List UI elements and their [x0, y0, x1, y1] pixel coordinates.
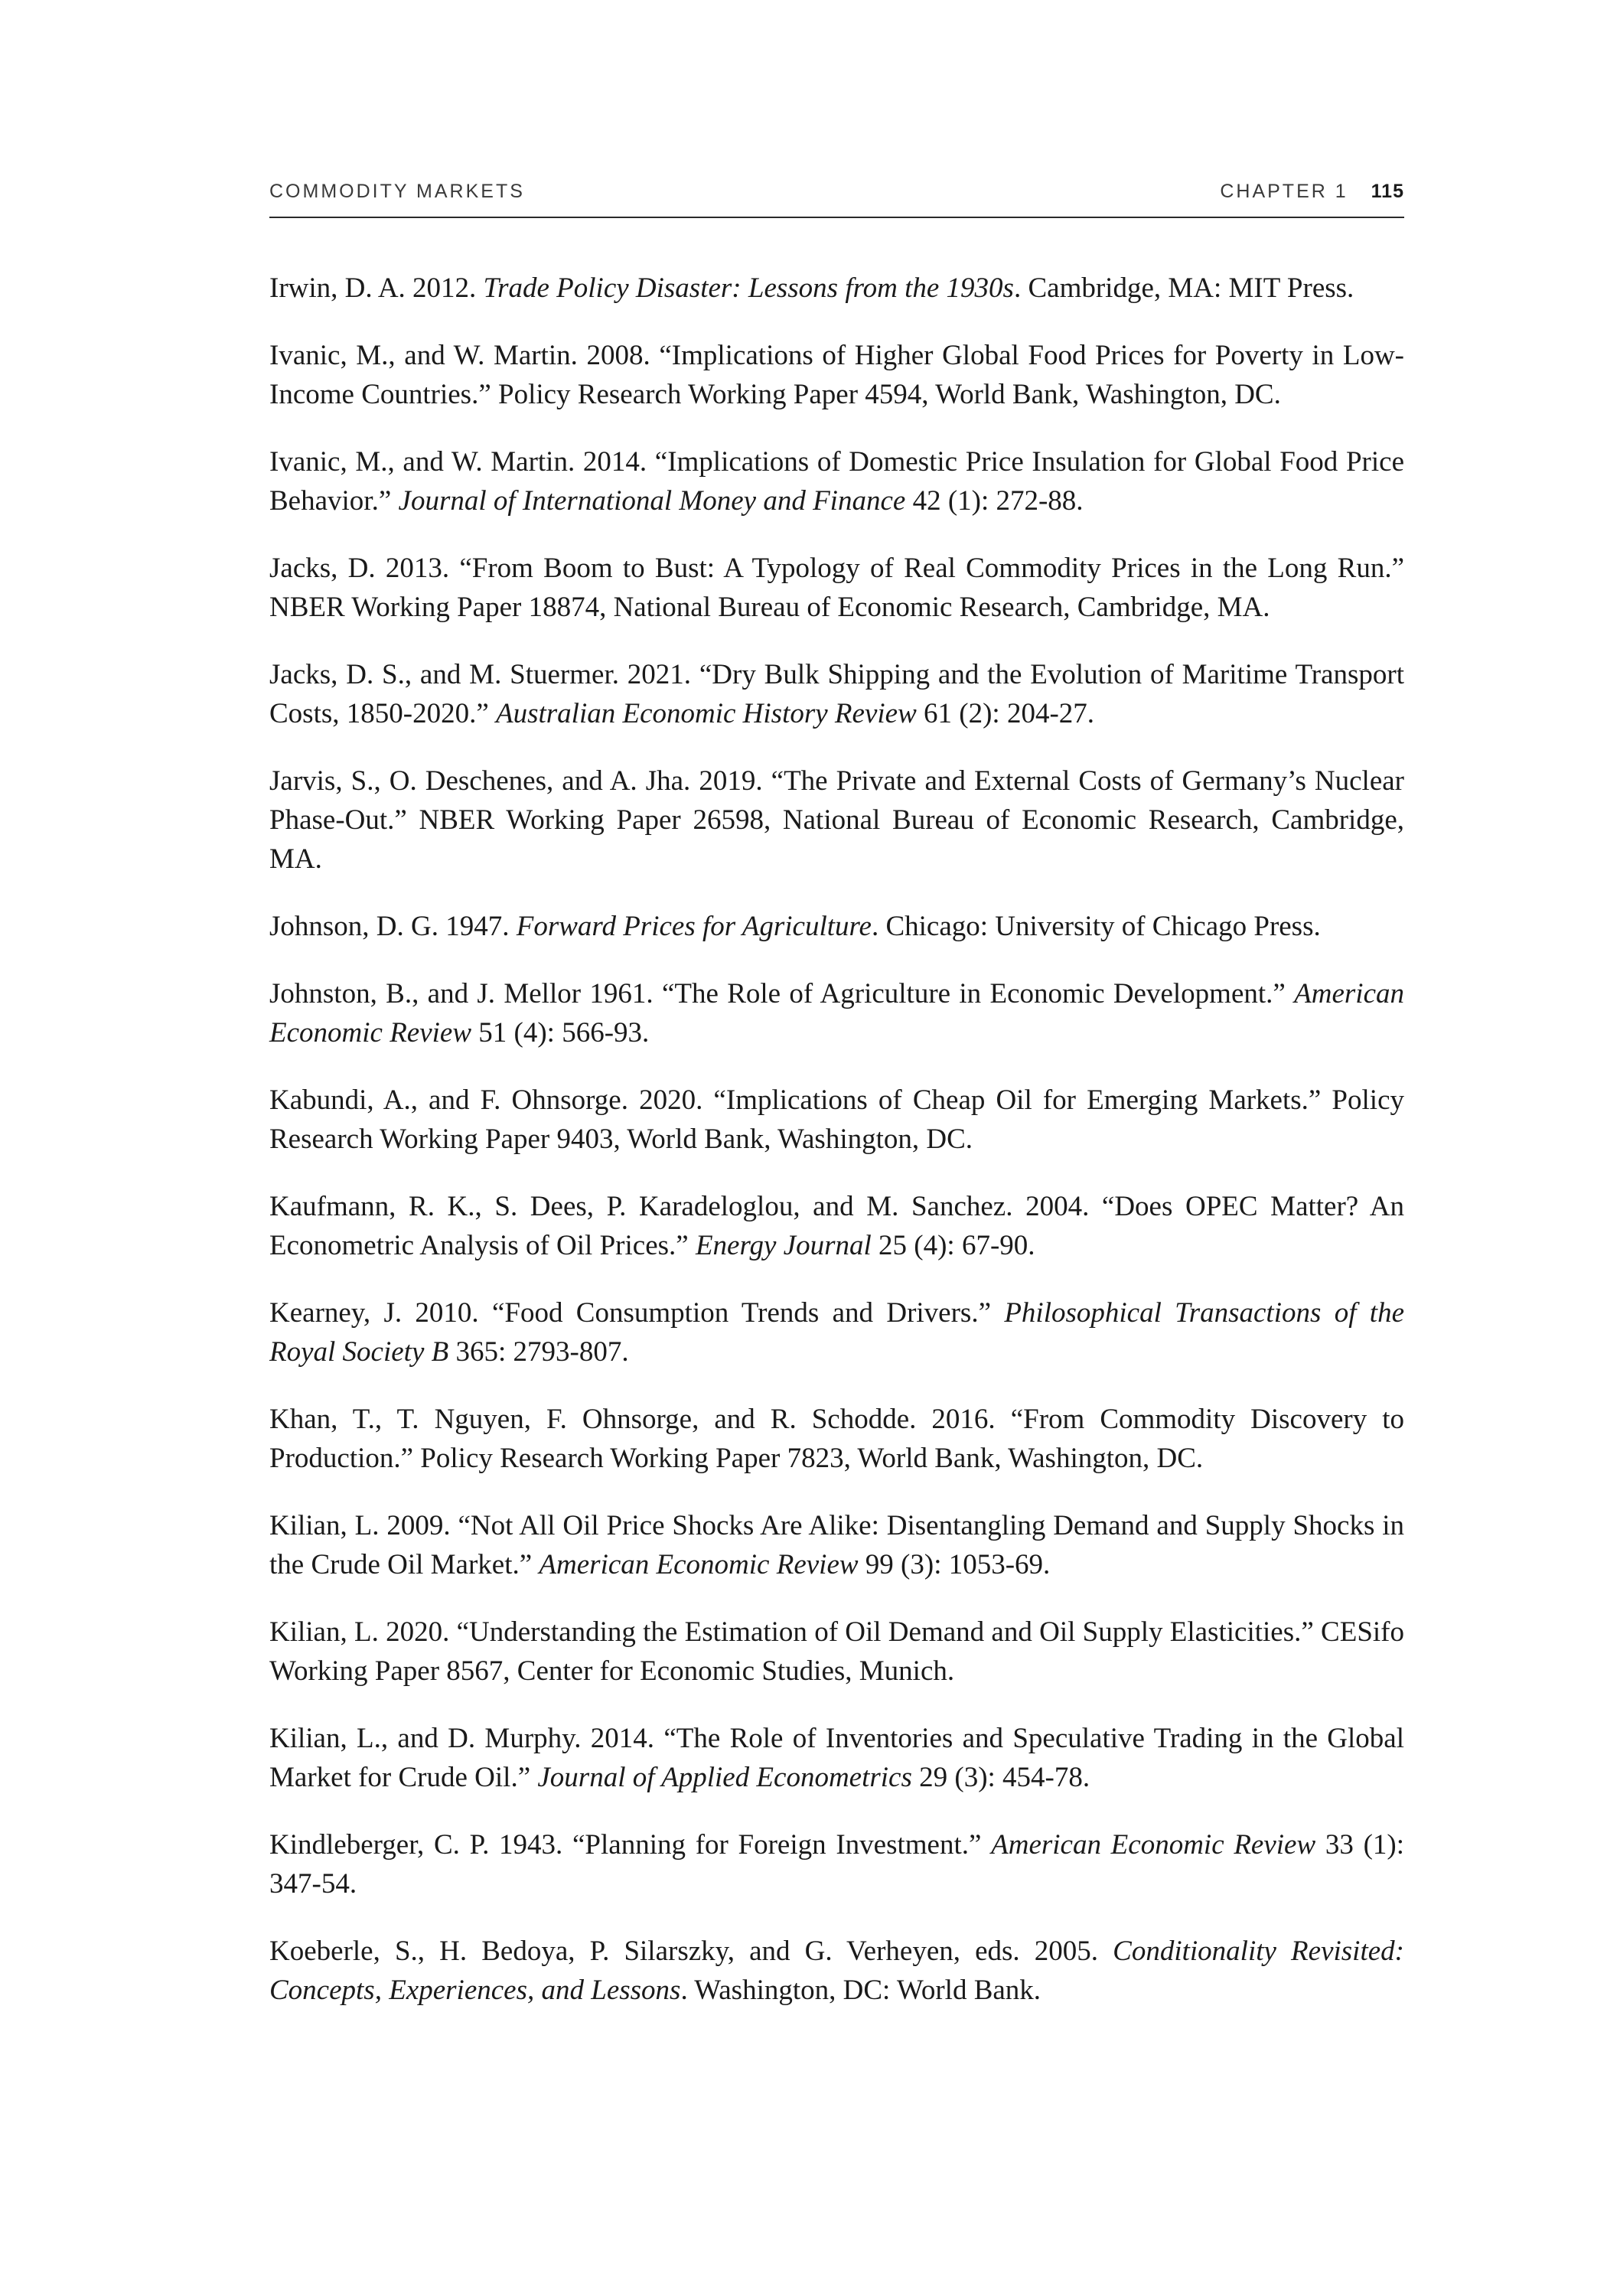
reference-text: Johnston, B., and J. Mellor 1961. “The Role of Agriculture in Economic Development.” [269, 978, 1295, 1009]
reference-entry [269, 336, 1404, 414]
reference-text: Kabundi, A., and F. Ohnsorge. 2020. “Implications of Cheap Oil for Emerging Markets.” Policy Research Working Paper 9403, World Bank, Washington, DC. [269, 1084, 1404, 1155]
reference-title-italic: Trade Policy Disaster: Lessons from the 1930s [483, 272, 1014, 304]
reference-text: Kilian, L. 2009. “Not All Oil Price Shocks Are Alike: Disentangling Demand and Supply Shocks in the Crude Oil Market.” [269, 1510, 1404, 1580]
reference-text: Irwin, D. A. 2012. [269, 272, 484, 304]
reference-text: 365: 2793-807. [448, 1336, 629, 1368]
reference-text: Jarvis, S., O. Deschenes, and A. Jha. 2019. “The Private and External Costs of Germany’s Nuclear Phase-Out.” NBER Working Paper 26598, National Bureau of Economic Research, Cambridge, MA. [269, 765, 1404, 875]
running-head-chapter-group [1220, 181, 1404, 203]
running-head-title: COMMODITY MARKETS [269, 181, 525, 202]
reference-title-italic: American Economic Review [269, 978, 1404, 1049]
reference-entry [269, 442, 1404, 520]
reference-text: 42 (1): 272-88. [905, 485, 1084, 517]
reference-title-italic: Journal of International Money and Finance [398, 485, 906, 517]
reference-title-italic: Journal of Applied Econometrics [537, 1762, 912, 1793]
reference-title-italic: Energy Journal [695, 1230, 872, 1261]
reference-text: Kindleberger, C. P. 1943. “Planning for Foreign Investment.” [269, 1829, 992, 1861]
reference-text: 25 (4): 67-90. [871, 1230, 1035, 1261]
reference-entry [269, 1400, 1404, 1478]
reference-entry [269, 1187, 1404, 1265]
reference-text: Koeberle, S., H. Bedoya, P. Silarszky, and G. Verheyen, eds. 2005. [269, 1936, 1113, 1967]
reference-text: 33 (1): 347-54. [269, 1829, 1404, 1900]
reference-text: Khan, T., T. Nguyen, F. Ohnsorge, and R. Schodde. 2016. “From Commodity Discovery to Production.” Policy Research Working Paper 7823, World Bank, Washington, DC. [269, 1404, 1404, 1474]
reference-entry [269, 549, 1404, 627]
reference-text: Kaufmann, R. K., S. Dees, P. Karadeloglou, and M. Sanchez. 2004. “Does OPEC Matter? An Econometric Analysis of Oil Prices.” [269, 1191, 1404, 1261]
reference-entry [269, 269, 1404, 308]
reference-text: 51 (4): 566-93. [471, 1017, 650, 1049]
reference-title-italic: American Economic Review [539, 1549, 859, 1580]
running-head-chapter: CHAPTER 1 [1220, 181, 1348, 202]
reference-title-italic: Conditionality Revisited: Concepts, Experiences, and Lessons [269, 1936, 1404, 2006]
reference-entry [269, 1506, 1404, 1584]
reference-title-italic: American Economic Review [991, 1829, 1316, 1861]
reference-entry [269, 974, 1404, 1052]
reference-text: Jacks, D. 2013. “From Boom to Bust: A Typology of Real Commodity Prices in the Long Run.” NBER Working Paper 18874, National Bureau of Economic Research, Cambridge, MA. [269, 553, 1404, 623]
page-number: 115 [1371, 181, 1404, 202]
reference-text: Kilian, L., and D. Murphy. 2014. “The Role of Inventories and Speculative Trading in the Global Market for Crude Oil.” [269, 1723, 1404, 1793]
reference-entry [269, 1825, 1404, 1903]
reference-entry [269, 1932, 1404, 2010]
reference-entry [269, 1719, 1404, 1797]
reference-title-italic: Forward Prices for Agriculture [516, 911, 872, 942]
reference-text: . Cambridge, MA: MIT Press. [1013, 272, 1354, 304]
reference-text: 61 (2): 204-27. [916, 698, 1095, 729]
reference-entry [269, 1293, 1404, 1371]
reference-list [269, 269, 1404, 2010]
reference-text: Kearney, J. 2010. “Food Consumption Trends and Drivers.” [269, 1297, 1005, 1329]
reference-text: Kilian, L. 2020. “Understanding the Estimation of Oil Demand and Oil Supply Elasticities.” CESifo Working Paper 8567, Center for Economic Studies, Munich. [269, 1616, 1404, 1687]
reference-text: 99 (3): 1053-69. [858, 1549, 1051, 1580]
reference-entry [269, 655, 1404, 733]
running-header [269, 181, 1404, 218]
reference-text: . Washington, DC: World Bank. [680, 1975, 1041, 2006]
reference-text: Ivanic, M., and W. Martin. 2008. “Implications of Higher Global Food Prices for Poverty in Low-Income Countries.” Policy Research Working Paper 4594, World Bank, Washington, DC. [269, 340, 1404, 410]
reference-text: Jacks, D. S., and M. Stuermer. 2021. “Dry Bulk Shipping and the Evolution of Maritime Transport Costs, 1850-2020.” [269, 659, 1404, 729]
document-page [269, 181, 1404, 2036]
reference-text: . Chicago: University of Chicago Press. [871, 911, 1321, 942]
reference-entry [269, 762, 1404, 879]
reference-text: Johnson, D. G. 1947. [269, 911, 517, 942]
reference-title-italic: Philosophical Transactions of the Royal Society B [269, 1297, 1404, 1368]
reference-entry [269, 1081, 1404, 1159]
reference-title-italic: Australian Economic History Review [496, 698, 917, 729]
reference-entry [269, 907, 1404, 946]
reference-text: 29 (3): 454-78. [911, 1762, 1090, 1793]
reference-text: Ivanic, M., and W. Martin. 2014. “Implications of Domestic Price Insulation for Global Food Price Behavior.” [269, 446, 1404, 517]
reference-entry [269, 1613, 1404, 1691]
